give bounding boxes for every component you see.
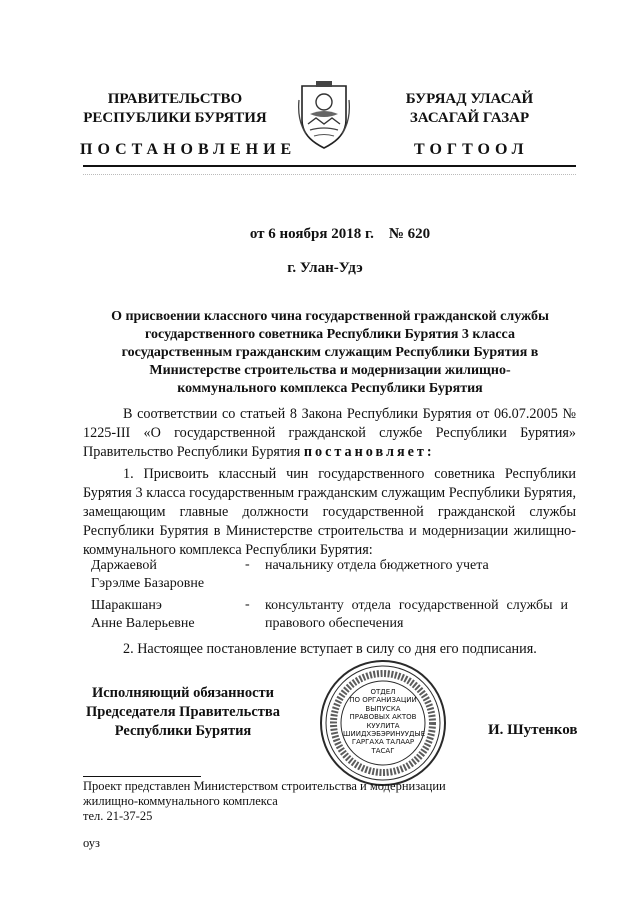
document-title: О присвоении классного чина государственной гражданской службы государственного советника Республики Бурятия 3 класса государственным гражданским служащим Республики Бурятия в Министерстве строительства и модернизации жилищно-коммунального комплекса Республики Бурятия: [111, 309, 549, 396]
doc-type-left: ПОСТАНОВЛЕНИЕ: [80, 141, 297, 158]
coat-of-arms-icon: [296, 80, 352, 150]
person-1-dash: -: [245, 557, 250, 572]
person-1-surname: Даржаевой: [91, 558, 157, 573]
header-right-line2: ЗАСАГАЙ ГАЗАР: [409, 110, 530, 126]
city: г. Улан-Удэ: [287, 260, 363, 276]
person-1-position: начальнику отдела бюджетного учета: [265, 558, 489, 573]
footer-note: [83, 779, 503, 824]
header-left-line2: РЕСПУБЛИКИ БУРЯТИЯ: [83, 110, 267, 126]
seal-line: КУУЛИТА: [366, 721, 400, 730]
seal-line: ТАСАГ: [371, 746, 395, 755]
person-2-dash: -: [245, 597, 250, 612]
seal-line: ШИИДХЭБЭРИНУУДЫЕ: [343, 730, 426, 739]
decree-word: постановляет:: [303, 444, 435, 460]
footer-line2: жилищно-коммунального комплекса: [83, 794, 278, 808]
person-2-given: Анне Валерьевне: [91, 616, 195, 631]
seal-center-text: [343, 688, 426, 755]
doc-type-right: ТОГТООЛ: [414, 141, 529, 158]
footer-phone: тел. 21-37-25: [83, 809, 153, 823]
seal-line: ВЫПУСКА: [365, 704, 401, 713]
header-rule: [83, 165, 576, 167]
seal-line: ПО ОРГАНИЗАЦИИ: [349, 696, 417, 705]
signatory-title-line2: Председателя Правительства: [86, 704, 280, 720]
person-2-position: консультанту отдела государственной службы и правового обеспечения: [265, 598, 568, 631]
signatory-title-line1: Исполняющий обязанности: [91, 685, 275, 701]
preamble: [83, 405, 576, 462]
seal-line: ПРАВОВЫХ АКТОВ: [349, 713, 417, 722]
person-2-surname: Шаракшанэ: [91, 598, 162, 613]
item-1: 1. Присвоить классный чин государственного советника Республики Бурятия 3 класса государственным гражданским служащим Республики Бурятия, замещающим главные должности государственной гражданской службы Республики Бурятия в Министерстве строительства и модернизации жилищно-коммунального комплекса Республики Бурятия:: [83, 466, 576, 558]
footer-line1: Проект представлен Министерством строительства и модернизации: [83, 779, 446, 793]
date-number: от 6 ноября 2018 г. № 620: [249, 226, 431, 242]
signatory-title: [83, 684, 283, 741]
footer-code: оуз: [83, 836, 100, 850]
person-1-given: Гэрэлме Базаровне: [91, 576, 205, 591]
signatory-name: И. Шутенков: [488, 722, 578, 738]
header-right-org: [372, 90, 567, 128]
header-right-line1: БУРЯАД УЛАСАЙ: [405, 91, 534, 107]
item-2: 2. Настоящее постановление вступает в силу со дня его подписания.: [123, 641, 537, 657]
header-left-line1: ПРАВИТЕЛЬСТВО: [107, 91, 243, 107]
seal-line: ГАРГАХА ТАЛААР: [351, 738, 415, 747]
header-dotted-rule: [83, 174, 576, 175]
header-left-org: [80, 90, 270, 128]
preamble-text: В соответствии со статьей 8 Закона Республики Бурятия от 06.07.2005 № 1225-III «О государственной гражданской службе Республики Бурятия» Правительство Республики Бурятия: [83, 406, 576, 460]
person-1-name: [91, 557, 204, 593]
seal-line: ОТДЕЛ: [370, 688, 396, 696]
footer-rule: [83, 776, 201, 777]
signatory-title-line3: Республики Бурятия: [114, 723, 252, 739]
person-2-name: [91, 597, 195, 633]
